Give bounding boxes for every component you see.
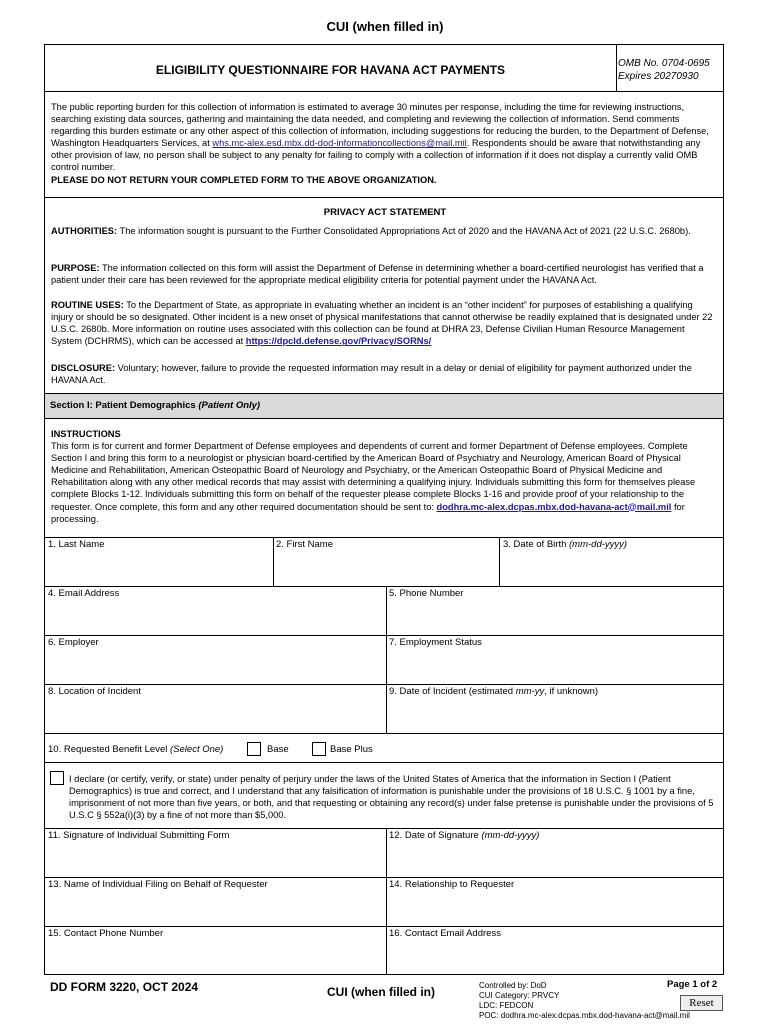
base-label: Base (267, 744, 289, 755)
burden-statement: The public reporting burden for this collection of information is estimated to average 30 minutes per response, including the time for reviewing instructions, searching existing data sources, gathering and maintaining the data needed, and completing and reviewing the collection of information. Send comments regarding this burden estimate or any other aspect of this collection of information, including suggestions for reducing the burden, to the Department of Defense, Washington Headquarters Services, at whs.mc-alex.esd.mbx.dd-dod-informationcollections@mail.mil. Respondents should be aware that notwithstanding any other provision of law, no person shall be subject to any penalty for failing to comply with a collection of information if it does not display a currently valid OMB control number. PLEASE DO NOT RETURN YOUR COMPLETED FORM TO THE ABOVE ORGANIZATION. (51, 102, 709, 185)
signature-field[interactable] (46, 842, 385, 876)
omb-number: OMB No. 0704-0695 (618, 58, 710, 69)
divider (45, 586, 723, 587)
purpose-paragraph: PURPOSE: The information collected on this form will assist the Department of Defense in determining whether a board-certified neurologist has verified that a patient under their care has been reviewed for the appropriate medical eligibility criteria for potential payment under the HAVANA Act. (51, 263, 704, 286)
divider (45, 635, 723, 636)
relationship-field[interactable] (387, 891, 722, 925)
submission-email-link[interactable]: dodhra.mc-alex.dcpas.mbx.dod-havana-act@mail.mil (436, 501, 672, 512)
dob-field[interactable] (500, 551, 722, 585)
contact-phone-label: 15. Contact Phone Number (48, 928, 164, 939)
divider (45, 537, 723, 538)
signature-date-label: 12. Date of Signature (mm-dd-yyyy) (389, 830, 540, 841)
omb-expires: Expires 20270930 (618, 71, 699, 82)
contact-phone-field[interactable] (46, 940, 385, 974)
divider (45, 926, 723, 927)
cui-header: CUI (when filled in) (326, 19, 444, 34)
divider (45, 91, 723, 92)
signature-label: 11. Signature of Individual Submitting Form (48, 830, 230, 841)
divider (45, 197, 723, 198)
declaration-text: I declare (or certify, verify, or state) under penalty of perjury under the laws of the United States of America that the information in Section I (Patient Demographics) is true and correct, and I understand that any falsification of information is punishable under the provisions of 18 U.S.C. § 1001 by a fine, imprisonment of not more than five years, or both, and that requesting or obtaining any record(s) under false pretense is punishable under the provisions of 5 U.S.C § 552a(i)(3) by a fine of not more than $5,000. (69, 774, 714, 821)
form-frame (44, 44, 724, 975)
divider (45, 733, 723, 734)
incident-location-field[interactable] (46, 698, 385, 732)
section-title: Section I: Patient Demographics (Patient Only) (50, 400, 261, 411)
employer-field[interactable] (46, 649, 385, 683)
contact-email-label: 16. Contact Email Address (389, 928, 501, 939)
instructions: INSTRUCTIONS This form is for current and former Department of Defense employees and dependents of current and former Department of Defense employees. Complete Section I and bring this form to a neurologist or physician board-certified by the American Board of Psychiatry and Neurology, American Board of Physical Medicine and Rehabilitation, American Osteopathic Board of Neurology and Psychiatry, or the American Osteopathic Board of Physical Medicine and Rehabilitation along with any other medical records that may assist with determining a qualifying injury. Individuals submitting this form for themselves please complete Blocks 1-12. Individuals submitting this form on behalf of the requester please complete Blocks 1-16 and provide proof of your relationship to the requester. Once complete, this form and any other required documentation should be sent to: dodhra.mc-alex.dcpas.mbx.dod-havana-act@mail.mil for processing. (51, 429, 696, 524)
contact-email-field[interactable] (387, 940, 722, 974)
incident-date-field[interactable] (387, 698, 722, 732)
signature-date-field[interactable] (387, 842, 722, 876)
declaration-checkbox[interactable] (50, 771, 64, 785)
section-header (45, 393, 723, 419)
email-label: 4. Email Address (48, 588, 120, 599)
cui-control-block: Controlled by: DoD CUI Category: PRVCY LDC: FEDCON POC: dodhra.mc-alex.dcpas.mbx.dod-havana-act@mail.mil (479, 981, 690, 1020)
divider (45, 828, 723, 829)
benefit-level-label: 10. Requested Benefit Level (Select One) (48, 744, 224, 755)
last-name-label: 1. Last Name (48, 539, 105, 550)
dob-label: 3. Date of Birth (mm-dd-yyyy) (503, 539, 628, 550)
employer-label: 6. Employer (48, 637, 99, 648)
base-checkbox[interactable] (247, 742, 261, 756)
email-field[interactable] (46, 600, 385, 634)
incident-location-label: 8. Location of Incident (48, 686, 141, 697)
last-name-field[interactable] (46, 551, 272, 585)
form-title: ELIGIBILITY QUESTIONNAIRE FOR HAVANA ACT PAYMENTS (155, 63, 506, 77)
form-number: DD FORM 3220, OCT 2024 (50, 980, 199, 994)
sorn-link[interactable]: https://dpcld.defense.gov/Privacy/SORNs/ (245, 336, 432, 347)
employment-status-label: 7. Employment Status (389, 637, 482, 648)
base-plus-checkbox[interactable] (312, 742, 326, 756)
burden-warning: PLEASE DO NOT RETURN YOUR COMPLETED FORM TO THE ABOVE ORGANIZATION. (51, 174, 437, 185)
page-number: Page 1 of 2 (667, 979, 718, 990)
first-name-label: 2. First Name (276, 539, 334, 550)
privacy-title: PRIVACY ACT STATEMENT (323, 207, 447, 218)
disclosure-paragraph: DISCLOSURE: Voluntary; however, failure to provide the requested information may result in a delay or denial of eligibility for payment authorized under the HAVANA Act. (51, 363, 692, 386)
title-divider (616, 45, 617, 91)
incident-date-label: 9. Date of Incident (estimated mm-yy, if unknown) (389, 686, 599, 697)
first-name-field[interactable] (274, 551, 498, 585)
phone-label: 5. Phone Number (389, 588, 464, 599)
divider (45, 877, 723, 878)
divider (45, 684, 723, 685)
relationship-label: 14. Relationship to Requester (389, 879, 515, 890)
reset-button[interactable]: Reset (680, 995, 723, 1011)
instructions-title: INSTRUCTIONS (51, 429, 121, 439)
filer-name-label: 13. Name of Individual Filing on Behalf of Requester (48, 879, 268, 890)
employment-status-field[interactable] (387, 649, 722, 683)
phone-field[interactable] (387, 600, 722, 634)
burden-email-link[interactable]: whs.mc-alex.esd.mbx.dd-dod-informationcollections@mail.mil (212, 138, 467, 149)
cui-footer: CUI (when filled in) (327, 985, 435, 999)
routine-uses-paragraph: ROUTINE USES: To the Department of State, as appropriate in evaluating whether an incident is an “other incident” for purposes of establishing a qualifying injury or should be so designated. Other incident is a new onset of physical manifestations that cannot otherwise be readily explained that is designated under 22 U.S.C. 2680b. More information on routine uses associated with this collection can be found at DHRA 23, Defense Civilian Human Resource Management System (DCHRMS), which can be accessed at https://dpcld.defense.gov/Privacy/SORNs/ (51, 300, 713, 347)
divider (45, 762, 723, 763)
filer-name-field[interactable] (46, 891, 385, 925)
authorities-paragraph: AUTHORITIES: The information sought is pursuant to the Further Consolidated Appropriations Act of 2020 and the HAVANA Act of 2021 (22 U.S.C. 2680b). (51, 226, 691, 236)
base-plus-label: Base Plus (330, 744, 373, 755)
omb-block (618, 57, 710, 83)
